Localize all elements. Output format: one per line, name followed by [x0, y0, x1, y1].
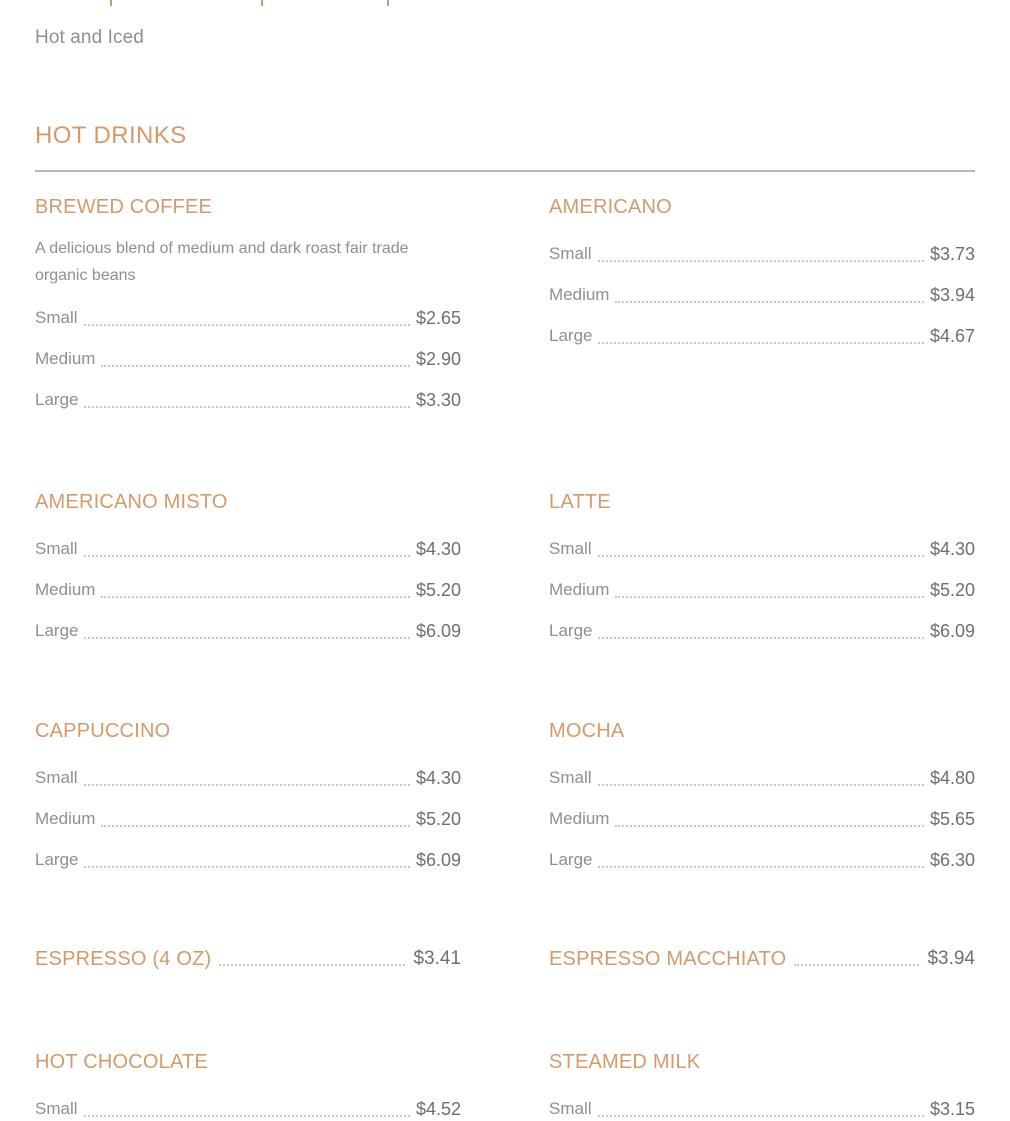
price-row: [35, 749, 461, 790]
price-value: $3.41: [413, 948, 461, 969]
price-value: $6.09: [415, 621, 461, 641]
price-row: [549, 266, 975, 307]
size-label: Medium: [549, 285, 610, 304]
price-value: $3.73: [929, 244, 975, 264]
item-title: HOT CHOCOLATE: [35, 1051, 208, 1073]
dot-leader: [84, 866, 409, 868]
size-label: Large: [549, 850, 593, 869]
dot-leader: [84, 784, 410, 786]
size-label: Small: [549, 244, 592, 263]
price-row: [35, 831, 461, 872]
dot-leader: [615, 596, 923, 598]
dot-leader: [615, 301, 923, 303]
section-divider: [35, 170, 975, 172]
dot-leader: [101, 596, 409, 598]
price-row: [549, 307, 975, 348]
price-value: $2.90: [415, 349, 461, 369]
dot-leader: [615, 825, 923, 827]
item-title: ESPRESSO (4 OZ): [35, 948, 212, 970]
price-value: $3.94: [927, 948, 975, 969]
price-value: $5.65: [929, 809, 975, 829]
price-value: $5.20: [415, 580, 461, 600]
dot-leader: [84, 637, 409, 639]
price-value: $4.80: [929, 768, 975, 788]
dot-leader: [598, 637, 923, 639]
menu-item-espresso-macchiato: [549, 947, 975, 971]
price-value: $2.65: [415, 308, 461, 328]
price-row: [549, 520, 975, 561]
menu-item-latte: [549, 490, 975, 643]
price-value: $6.09: [415, 850, 461, 870]
item-title: ESPRESSO MACCHIATO: [549, 948, 787, 970]
dot-leader: [598, 784, 924, 786]
menu-item-espresso: [35, 947, 461, 971]
menu-page: [35, 0, 975, 1119]
size-label: Medium: [549, 809, 610, 828]
dot-leader: [84, 555, 410, 557]
price-row: [35, 330, 461, 371]
item-title: CAPPUCCINO: [35, 720, 171, 742]
dot-leader: [598, 555, 924, 557]
item-title: AMERICANO: [549, 196, 672, 218]
price-value: $4.30: [929, 539, 975, 559]
price-row: [549, 831, 975, 872]
size-label: Small: [549, 1099, 592, 1118]
cropped-heading-fragment: [35, 0, 395, 6]
dot-leader: [794, 964, 919, 966]
size-label: Large: [549, 621, 593, 640]
price-value: $5.20: [929, 580, 975, 600]
size-label: Small: [35, 1099, 78, 1118]
price-row: [549, 225, 975, 266]
price-row: [549, 602, 975, 643]
menu-item-steamed-milk: [549, 1050, 975, 1121]
size-label: Large: [549, 326, 593, 345]
item-title: BREWED COFFEE: [35, 196, 213, 218]
menu-item-americano: [549, 195, 975, 348]
price-row: [35, 520, 461, 561]
dot-leader: [219, 964, 405, 966]
item-title: AMERICANO MISTO: [35, 491, 228, 513]
section-title-hot-drinks: HOT DRINKS: [35, 122, 187, 149]
menu-item-mocha: [549, 719, 975, 872]
size-label: Small: [35, 539, 78, 558]
dot-leader: [84, 406, 409, 408]
price-value: $4.30: [415, 768, 461, 788]
item-title: MOCHA: [549, 720, 625, 742]
item-title: LATTE: [549, 491, 611, 513]
price-value: $3.94: [929, 285, 975, 305]
size-label: Small: [35, 768, 78, 787]
page-subtitle: Hot and Iced: [35, 27, 144, 48]
price-value: $5.20: [415, 809, 461, 829]
price-row: [35, 602, 461, 643]
price-value: $3.15: [929, 1099, 975, 1119]
size-label: Medium: [35, 809, 96, 828]
dot-leader: [598, 260, 924, 262]
item-description: A delicious blend of medium and dark roast fair trade organic beans: [35, 240, 409, 284]
menu-item-hot-chocolate: [35, 1050, 461, 1121]
price-row: [35, 561, 461, 602]
item-title: STEAMED MILK: [549, 1051, 701, 1073]
size-label: Small: [35, 308, 78, 327]
size-label: Medium: [549, 580, 610, 599]
size-label: Large: [35, 850, 79, 869]
size-label: Large: [35, 621, 79, 640]
price-row: [549, 749, 975, 790]
dot-leader: [101, 825, 409, 827]
size-label: Small: [549, 539, 592, 558]
menu-item-americano-misto: [35, 490, 461, 643]
dot-leader: [101, 365, 409, 367]
price-value: $4.52: [415, 1099, 461, 1119]
dot-leader: [84, 1115, 410, 1117]
price-value: $4.67: [929, 326, 975, 346]
size-label: Small: [549, 768, 592, 787]
price-row: [35, 790, 461, 831]
price-value: $6.09: [929, 621, 975, 641]
dot-leader: [598, 866, 923, 868]
price-value: $4.30: [415, 539, 461, 559]
price-row: [549, 790, 975, 831]
dot-leader: [84, 324, 410, 326]
dot-leader: [598, 342, 923, 344]
price-row: [35, 371, 461, 412]
menu-item-brewed-coffee: [35, 195, 461, 412]
size-label: Medium: [35, 349, 96, 368]
price-row: [549, 561, 975, 602]
menu-item-cappuccino: [35, 719, 461, 872]
size-label: Medium: [35, 580, 96, 599]
dot-leader: [598, 1115, 924, 1117]
price-value: $6.30: [929, 850, 975, 870]
price-value: $3.30: [415, 390, 461, 410]
size-label: Large: [35, 390, 79, 409]
price-row: [35, 289, 461, 330]
